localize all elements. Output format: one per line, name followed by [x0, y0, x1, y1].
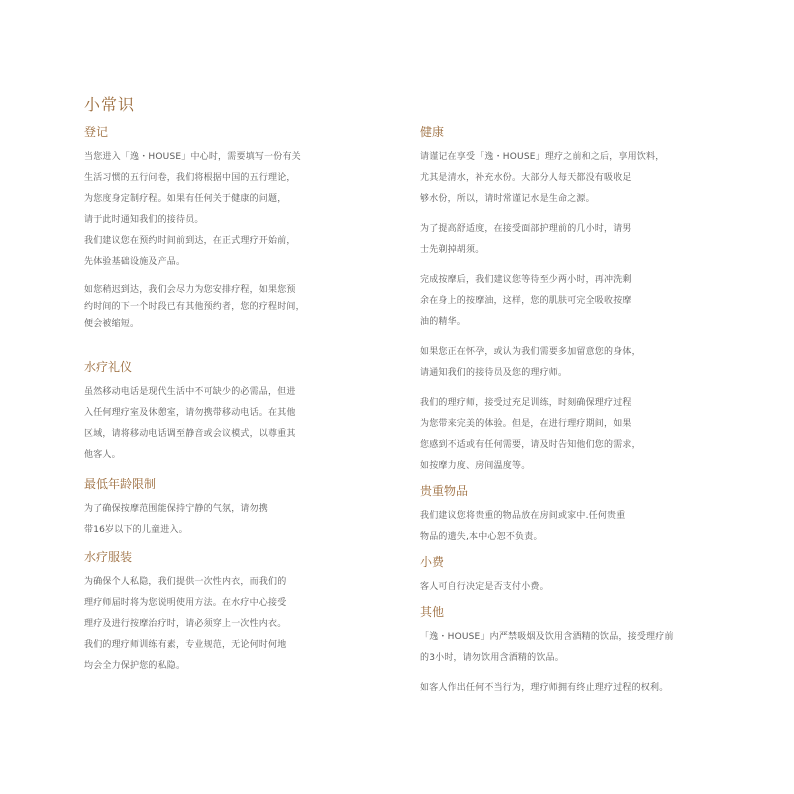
paragraph: [420, 577, 720, 598]
section: [84, 359, 346, 466]
paragraph: [84, 572, 346, 677]
text-line: 他客人。: [84, 450, 121, 460]
text-line: 「逸・HOUSE」内严禁吸烟及饮用含酒精的饮品，接受理疗前: [420, 632, 674, 642]
text-line: 虽然移动电话是现代生活中不可缺少的必需品，但进: [84, 387, 296, 397]
text-line: 请于此时通知我们的接待员。: [84, 215, 204, 225]
paragraph: [420, 270, 720, 333]
section-heading: 最低年龄限制: [84, 477, 157, 491]
paragraph: [420, 219, 720, 261]
text-line: 余在身上的按摩油，这样，您的肌肤可完全吸收按摩: [420, 296, 632, 306]
text-line: 的3小时，请勿饮用含酒精的饮品。: [420, 653, 564, 663]
text-line: 入任何理疗室及休憩室，请勿携带移动电话。在其他: [84, 408, 296, 418]
paragraph: [420, 342, 720, 384]
section-heading: 水疗礼仪: [84, 360, 133, 374]
text-line: 尤其是清水，补充水份。大部分人每天都没有吸收足: [420, 173, 632, 183]
section-heading: 健康: [420, 125, 445, 139]
paragraph: [420, 506, 720, 548]
text-line: 理疗及进行按摩治疗时，请必须穿上一次性内衣。: [84, 619, 287, 629]
section: [84, 124, 346, 333]
section: [84, 549, 346, 677]
section-heading: 登记: [84, 125, 109, 139]
text-line: 客人可自行决定是否支付小费。: [420, 582, 549, 592]
text-line: 便会被缩短。: [84, 319, 140, 329]
paragraph: [84, 382, 346, 466]
section: [84, 476, 346, 541]
paragraph: [84, 499, 346, 541]
paragraph: [420, 678, 720, 699]
paragraph: [420, 393, 720, 477]
paragraph: [84, 147, 346, 273]
text-line: 区域，请将移动电话调至静音或会议模式，以尊重其: [84, 429, 296, 439]
paragraph: [420, 147, 720, 210]
section: [420, 124, 720, 477]
section-heading: 贵重物品: [420, 484, 469, 498]
section-heading: 其他: [420, 605, 445, 619]
text-line: 您感到不适或有任何需要，请及时告知他们您的需求，: [420, 440, 641, 450]
paragraph: [84, 282, 346, 333]
text-line: 我们建议您将贵重的物品放在房间或家中.任何贵重: [420, 511, 626, 521]
text-line: 为了提高舒适度，在接受面部护理前的几小时，请男: [420, 224, 632, 234]
text-line: 我们的理疗师训练有素，专业规范，无论何时何地: [84, 640, 287, 650]
text-line: 为您度身定制疗程。如果有任何关于健康的问题，: [84, 194, 287, 204]
text-line: 完成按摩后，我们建议您等待至少两小时，再冲洗剩: [420, 275, 632, 285]
section: [420, 604, 720, 699]
text-line: 我们建议您在预约时间前到达，在正式理疗开始前，: [84, 236, 296, 246]
text-line: 生活习惯的五行问卷，我们将根据中国的五行理论，: [84, 173, 296, 183]
text-line: 请谨记在享受「逸・HOUSE」理疗之前和之后，享用饮料，: [420, 152, 665, 162]
text-line: 如客人作出任何不当行为，理疗师拥有终止理疗过程的权利。: [420, 683, 669, 693]
text-line: 带16岁以下的儿童进入。: [84, 525, 188, 535]
text-line: 均会全力保护您的私隐。: [84, 661, 186, 671]
text-line: 当您进入「逸・HOUSE」中心时，需要填写一份有关: [84, 152, 301, 162]
text-line: 请通知我们的接待员及您的理疗师。: [420, 368, 568, 378]
text-line: 如按摩力度、房间温度等。: [420, 461, 531, 471]
text-line: 我们的理疗师，接受过充足训练，时刻确保理疗过程: [420, 398, 632, 408]
right-column: [420, 124, 720, 699]
page-title: 小常识: [84, 95, 136, 114]
text-line: 为了确保按摩范围能保持宁静的气氛，请勿携: [84, 504, 269, 514]
text-line: 为您带来完美的体验。但是，在进行理疗期间，如果: [420, 419, 632, 429]
text-line: 油的精华。: [420, 317, 467, 327]
text-line: 约时间的下一个时段已有其他预约者，您的疗程时间，: [84, 302, 305, 312]
text-line: 为确保个人私隐，我们提供一次性内衣，而我们的: [84, 577, 287, 587]
text-line: 如果您正在怀孕，或认为我们需要多加留意您的身体，: [420, 347, 641, 357]
text-line: 够水份，所以，请时常谨记水是生命之源。: [420, 194, 595, 204]
text-line: 士先剃掉胡须。: [420, 245, 485, 255]
section: [420, 554, 720, 598]
section-heading: 水疗服装: [84, 550, 133, 564]
text-line: 如您稍迟到达，我们会尽力为您安排疗程，如果您预: [84, 285, 296, 295]
text-line: 物品的遗失,本中心恕不负责。: [420, 532, 543, 542]
left-column: [84, 124, 346, 677]
section: [420, 483, 720, 548]
text-line: 先体验基础设施及产品。: [84, 257, 186, 267]
paragraph: [420, 627, 720, 669]
section-heading: 小费: [420, 555, 445, 569]
text-line: 理疗师届时将为您说明使用方法。在水疗中心接受: [84, 598, 287, 608]
